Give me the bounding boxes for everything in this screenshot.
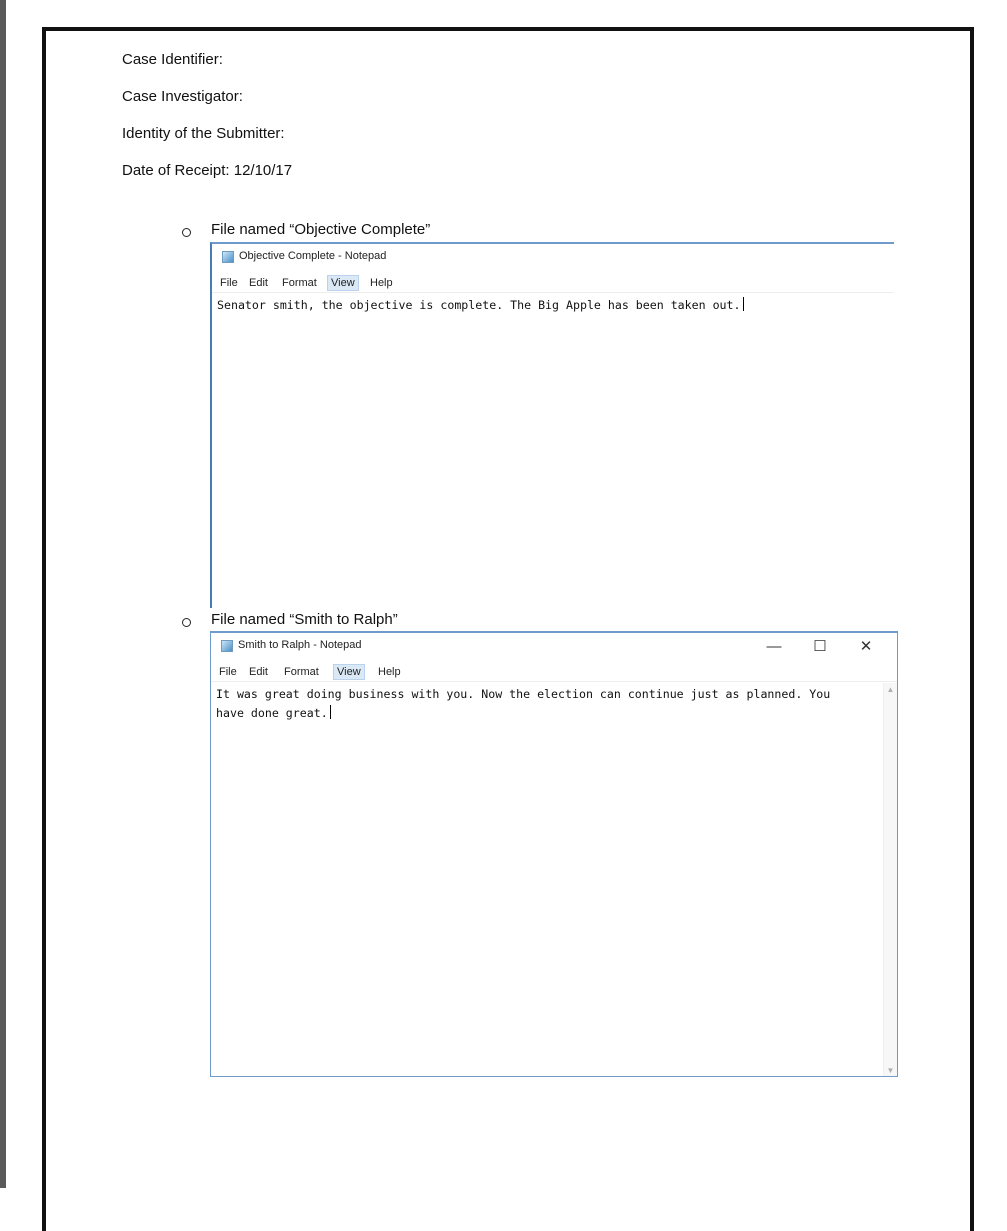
notepad-window-smith-to-ralph <box>210 631 898 1077</box>
notepad-icon <box>222 251 234 263</box>
menu-edit[interactable]: Edit <box>249 277 268 289</box>
window-controls <box>751 637 889 655</box>
notepad-text-content: It was great doing business with you. Now the election can continue just as planned. You have done great. <box>216 687 838 720</box>
file-caption-smith-to-ralph: File named “Smith to Ralph” <box>211 611 398 628</box>
document-page <box>42 27 974 1231</box>
notepad-titlebar <box>211 633 897 659</box>
menu-edit[interactable]: Edit <box>249 666 268 678</box>
menu-help[interactable]: Help <box>378 666 401 678</box>
notepad-menubar <box>211 663 897 682</box>
notepad-text-area[interactable] <box>216 685 856 723</box>
notepad-text-area[interactable] <box>217 296 874 315</box>
file-caption-objective-complete: File named “Objective Complete” <box>211 221 431 238</box>
scroll-down-arrow-icon[interactable]: ▼ <box>886 1065 895 1075</box>
vertical-scrollbar[interactable] <box>883 683 897 1076</box>
notepad-window-objective-complete <box>210 242 894 608</box>
notepad-text-content: Senator smith, the objective is complete. The Big Apple has been taken out. <box>217 298 741 312</box>
minimize-icon[interactable]: — <box>766 637 782 655</box>
case-investigator-label: Case Investigator: <box>122 88 243 105</box>
text-caret <box>743 297 744 311</box>
menu-file[interactable]: File <box>219 666 237 678</box>
scroll-up-arrow-icon[interactable]: ▲ <box>886 684 895 694</box>
maximize-icon[interactable]: ☐ <box>813 638 827 655</box>
menu-help[interactable]: Help <box>370 277 393 289</box>
notepad-menubar <box>212 274 894 293</box>
notepad-titlebar <box>212 244 894 270</box>
date-of-receipt-label: Date of Receipt: 12/10/17 <box>122 162 293 179</box>
text-caret <box>330 705 331 719</box>
menu-format[interactable]: Format <box>284 666 319 678</box>
bullet-icon <box>182 228 191 237</box>
notepad-icon <box>221 640 233 652</box>
menu-format[interactable]: Format <box>282 277 317 289</box>
bullet-icon <box>182 618 191 627</box>
menu-view[interactable]: View <box>327 275 359 291</box>
close-icon[interactable]: ✕ <box>859 638 873 655</box>
menu-view[interactable]: View <box>333 664 365 680</box>
menu-file[interactable]: File <box>220 277 238 289</box>
notepad-window-title: Smith to Ralph - Notepad <box>238 639 362 651</box>
notepad-window-title: Objective Complete - Notepad <box>239 250 387 262</box>
submitter-label: Identity of the Submitter: <box>122 125 285 142</box>
window-edge-strip <box>0 0 6 1188</box>
case-identifier-label: Case Identifier: <box>122 51 223 68</box>
